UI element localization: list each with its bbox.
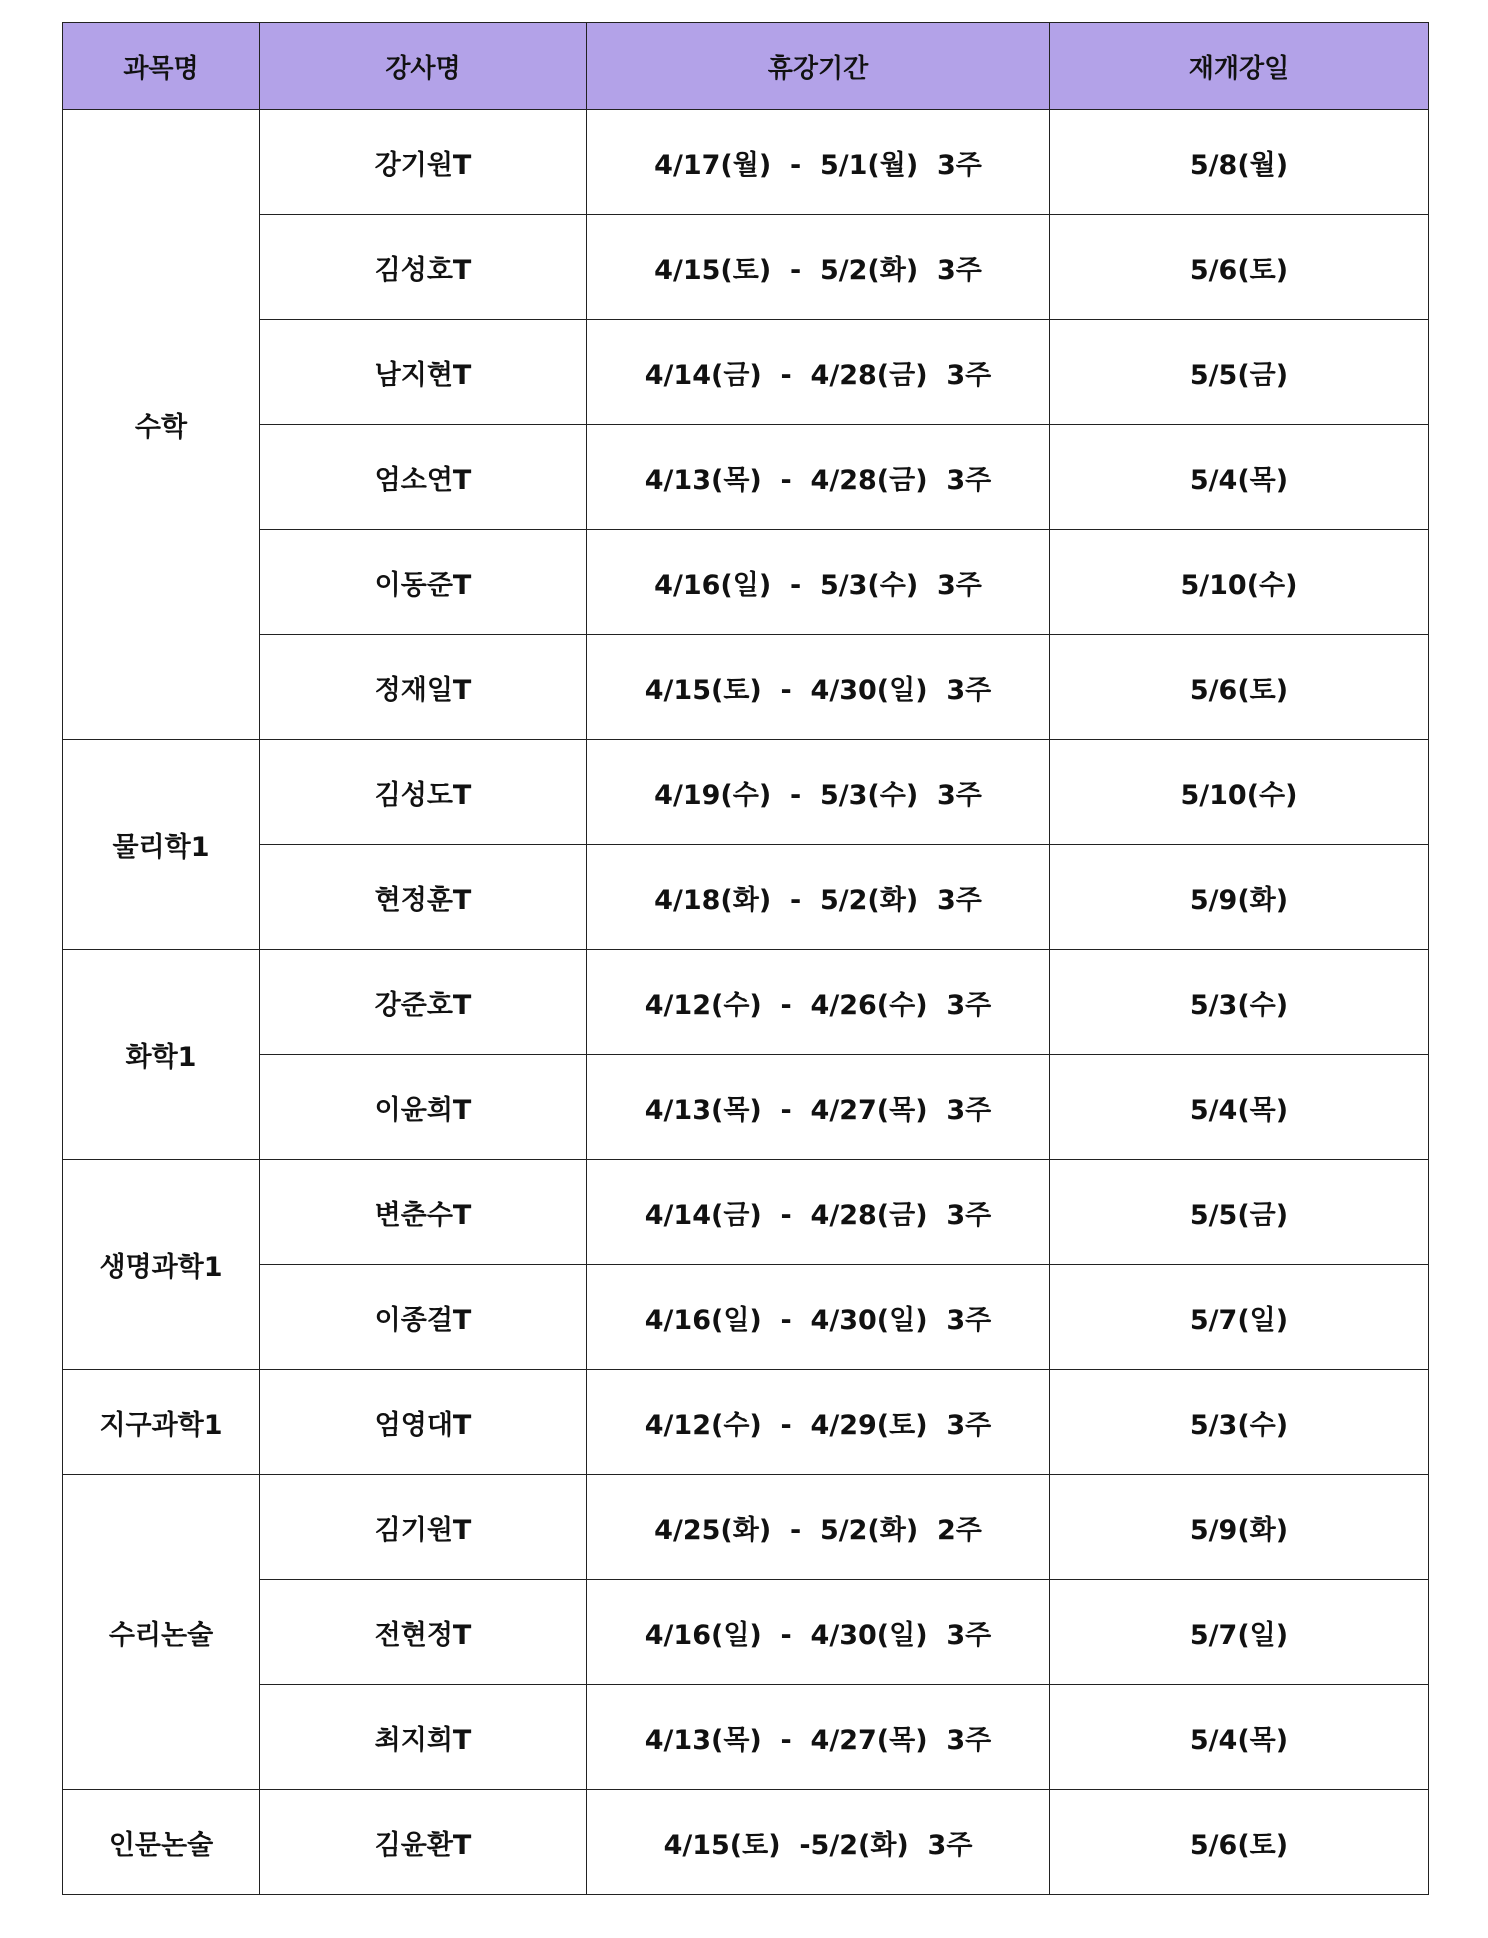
resume-date-cell: 5/6(토): [1050, 215, 1429, 320]
resume-date-cell: 5/4(목): [1050, 425, 1429, 530]
instructor-cell: 남지현T: [260, 320, 587, 425]
break-period-cell: 4/13(목) - 4/27(목) 3주: [587, 1685, 1050, 1790]
break-period-cell: 4/13(목) - 4/28(금) 3주: [587, 425, 1050, 530]
table-row: [63, 1475, 1429, 1580]
break-period-cell: 4/19(수) - 5/3(수) 3주: [587, 740, 1050, 845]
table-row: [63, 845, 1429, 950]
instructor-cell: 김기원T: [260, 1475, 587, 1580]
table-row: [63, 1685, 1429, 1790]
resume-date-cell: 5/10(수): [1050, 530, 1429, 635]
header-break-period: 휴강기간: [587, 23, 1050, 110]
break-schedule-table: [62, 22, 1429, 1895]
table-row: [63, 110, 1429, 215]
table-row: [63, 530, 1429, 635]
resume-date-cell: 5/4(목): [1050, 1055, 1429, 1160]
subject-cell: 물리학1: [63, 740, 260, 950]
table-row: [63, 425, 1429, 530]
break-period-cell: 4/14(금) - 4/28(금) 3주: [587, 1160, 1050, 1265]
break-period-cell: 4/16(일) - 5/3(수) 3주: [587, 530, 1050, 635]
instructor-cell: 강기원T: [260, 110, 587, 215]
instructor-cell: 이종걸T: [260, 1265, 587, 1370]
resume-date-cell: 5/8(월): [1050, 110, 1429, 215]
instructor-cell: 김성도T: [260, 740, 587, 845]
break-period-cell: 4/18(화) - 5/2(화) 3주: [587, 845, 1050, 950]
break-period-cell: 4/12(수) - 4/26(수) 3주: [587, 950, 1050, 1055]
table-row: [63, 1055, 1429, 1160]
table-row: [63, 950, 1429, 1055]
resume-date-cell: 5/5(금): [1050, 1160, 1429, 1265]
table-row: [63, 215, 1429, 320]
header-instructor: 강사명: [260, 23, 587, 110]
resume-date-cell: 5/6(토): [1050, 1790, 1429, 1895]
subject-cell: 수학: [63, 110, 260, 740]
instructor-cell: 현정훈T: [260, 845, 587, 950]
table-row: [63, 1160, 1429, 1265]
table-body: [63, 110, 1429, 1895]
subject-cell: 생명과학1: [63, 1160, 260, 1370]
instructor-cell: 엄영대T: [260, 1370, 587, 1475]
instructor-cell: 강준호T: [260, 950, 587, 1055]
table-row: [63, 1370, 1429, 1475]
resume-date-cell: 5/7(일): [1050, 1580, 1429, 1685]
table-row: [63, 320, 1429, 425]
subject-cell: 인문논술: [63, 1790, 260, 1895]
break-period-cell: 4/15(토) - 4/30(일) 3주: [587, 635, 1050, 740]
table-row: [63, 1790, 1429, 1895]
instructor-cell: 변춘수T: [260, 1160, 587, 1265]
resume-date-cell: 5/9(화): [1050, 1475, 1429, 1580]
instructor-cell: 이윤희T: [260, 1055, 587, 1160]
header-resume-date: 재개강일: [1050, 23, 1429, 110]
break-period-cell: 4/16(일) - 4/30(일) 3주: [587, 1580, 1050, 1685]
instructor-cell: 김성호T: [260, 215, 587, 320]
break-period-cell: 4/17(월) - 5/1(월) 3주: [587, 110, 1050, 215]
instructor-cell: 전현정T: [260, 1580, 587, 1685]
break-period-cell: 4/15(토) - 5/2(화) 3주: [587, 215, 1050, 320]
resume-date-cell: 5/5(금): [1050, 320, 1429, 425]
break-period-cell: 4/14(금) - 4/28(금) 3주: [587, 320, 1050, 425]
instructor-cell: 정재일T: [260, 635, 587, 740]
table-row: [63, 740, 1429, 845]
instructor-cell: 최지희T: [260, 1685, 587, 1790]
resume-date-cell: 5/9(화): [1050, 845, 1429, 950]
break-period-cell: 4/25(화) - 5/2(화) 2주: [587, 1475, 1050, 1580]
resume-date-cell: 5/3(수): [1050, 1370, 1429, 1475]
table-row: [63, 635, 1429, 740]
subject-cell: 지구과학1: [63, 1370, 260, 1475]
instructor-cell: 엄소연T: [260, 425, 587, 530]
break-period-cell: 4/12(수) - 4/29(토) 3주: [587, 1370, 1050, 1475]
subject-cell: 수리논술: [63, 1475, 260, 1790]
resume-date-cell: 5/4(목): [1050, 1685, 1429, 1790]
header-subject: 과목명: [63, 23, 260, 110]
table-row: [63, 1265, 1429, 1370]
resume-date-cell: 5/10(수): [1050, 740, 1429, 845]
header-row: [63, 23, 1429, 110]
resume-date-cell: 5/7(일): [1050, 1265, 1429, 1370]
subject-cell: 화학1: [63, 950, 260, 1160]
break-period-cell: 4/13(목) - 4/27(목) 3주: [587, 1055, 1050, 1160]
resume-date-cell: 5/3(수): [1050, 950, 1429, 1055]
table-header: [63, 23, 1429, 110]
instructor-cell: 김윤환T: [260, 1790, 587, 1895]
table-row: [63, 1580, 1429, 1685]
break-period-cell: 4/15(토) -5/2(화) 3주: [587, 1790, 1050, 1895]
instructor-cell: 이동준T: [260, 530, 587, 635]
break-period-cell: 4/16(일) - 4/30(일) 3주: [587, 1265, 1050, 1370]
resume-date-cell: 5/6(토): [1050, 635, 1429, 740]
